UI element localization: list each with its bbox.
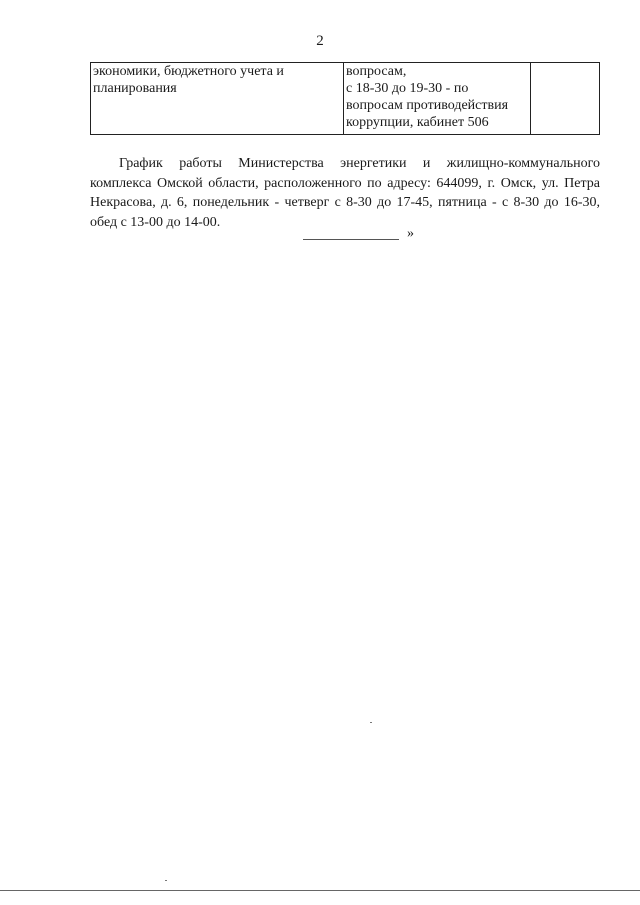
- cell-line: экономики, бюджетного учета и: [93, 64, 284, 79]
- schedule-paragraph: График работы Министерства энергетики и жилищно-коммунального комплекса Омской области, расположенного по адресу: 644099, г. Омск, ул. Петра Некрасова, д. 6, понедельник - четверг с 8-30 до 17-45, пятница - с 8-30 до 16-30, обед с 13-00 до 14-00.: [90, 156, 600, 230]
- table-row: [91, 63, 600, 135]
- cell-line: с 18-30 до 19-30 - по: [346, 81, 469, 96]
- cell-line: коррупции, кабинет 506: [346, 115, 489, 130]
- closing-mark: [303, 228, 423, 242]
- scan-speck: [165, 880, 167, 881]
- scan-speck: [370, 722, 372, 723]
- closing-quote: »: [407, 226, 414, 241]
- page-number: 2: [316, 33, 324, 49]
- cell-line: вопросам противодействия: [346, 98, 509, 113]
- cell-line: вопросам,: [346, 64, 407, 79]
- cell-line: планирования: [93, 81, 177, 96]
- scan-edge-line: [0, 890, 640, 891]
- schedule-table: [90, 62, 600, 135]
- table-cell-department: [91, 63, 344, 135]
- table-cell-empty: [531, 63, 600, 135]
- table-cell-hours: [344, 63, 531, 135]
- closing-underline: [303, 239, 399, 240]
